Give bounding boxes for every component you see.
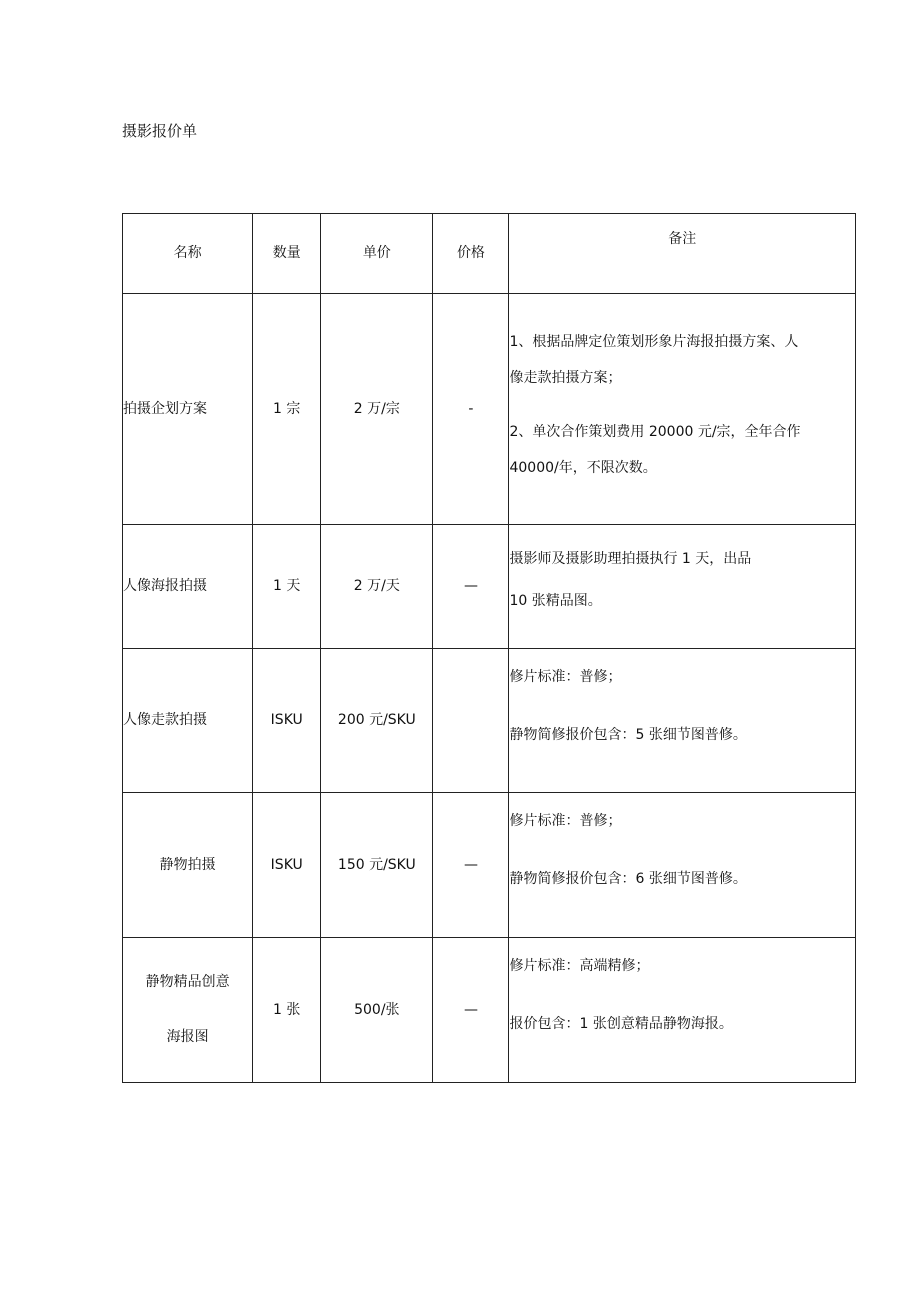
row-notes — [509, 525, 856, 649]
document-title: 摄影报价单 — [122, 122, 198, 140]
row-notes — [509, 793, 856, 938]
quote-table — [122, 213, 856, 1083]
row-name — [123, 938, 253, 1083]
header-qty: 数量 — [253, 214, 321, 294]
note-line: 修片标准：普修； — [509, 668, 622, 685]
note-line: 摄影师及摄影助理拍摄执行 1 天，出品 — [509, 550, 752, 567]
row-unit-price: 2 万/宗 — [321, 294, 433, 525]
row-price: - — [433, 294, 509, 525]
row-name: 人像海报拍摄 — [123, 525, 253, 649]
note-line: 修片标准：高端精修； — [509, 958, 650, 974]
row-notes — [509, 938, 856, 1083]
note-line: 静物简修报价包含：6 张细节图普修。 — [509, 871, 747, 887]
row-notes — [509, 649, 856, 793]
row-unit-price: 2 万/天 — [321, 525, 433, 649]
row-qty: 1 天 — [253, 525, 321, 649]
note-line: 1、根据品牌定位策划形象片海报拍摄方案、人 — [509, 334, 799, 350]
row-unit-price: 200 元/SKU — [321, 649, 433, 793]
table-row — [123, 294, 856, 525]
row-price: — — [433, 525, 509, 649]
row-price: — — [433, 938, 509, 1083]
row-qty: 1 宗 — [253, 294, 321, 525]
row-name: 拍摄企划方案 — [123, 294, 253, 525]
header-notes-label: 备注 — [668, 231, 697, 247]
table-row — [123, 938, 856, 1083]
note-line: 报价包含：1 张创意精品静物海报。 — [509, 1016, 733, 1032]
row-price — [433, 649, 509, 793]
row-qty: ISKU — [253, 649, 321, 793]
note-line: 10 张精品图。 — [509, 592, 602, 609]
note-line: 像走款拍摄方案； — [509, 370, 622, 386]
row-name-line: 静物精品创意 — [145, 974, 230, 990]
note-line: 静物简修报价包含：5 张细节图普修。 — [509, 726, 747, 743]
row-notes — [509, 294, 856, 525]
row-qty: 1 张 — [253, 938, 321, 1083]
row-unit-price: 150 元/SKU — [321, 793, 433, 938]
table-row — [123, 525, 856, 649]
row-price: — — [433, 793, 509, 938]
row-unit-price: 500/张 — [321, 938, 433, 1083]
header-name: 名称 — [123, 214, 253, 294]
row-name-line: 海报图 — [166, 1029, 209, 1045]
note-line: 2、单次合作策划费用 20000 元/宗，全年合作 — [509, 424, 801, 440]
row-name: 静物拍摄 — [123, 793, 253, 938]
note-line: 修片标准：普修； — [509, 813, 622, 829]
table-row — [123, 649, 856, 793]
table-header-row — [123, 214, 856, 294]
header-unit-price: 单价 — [321, 214, 433, 294]
header-notes — [509, 214, 856, 294]
note-line: 40000/年，不限次数。 — [509, 460, 657, 476]
row-qty: ISKU — [253, 793, 321, 938]
row-name: 人像走款拍摄 — [123, 649, 253, 793]
header-price: 价格 — [433, 214, 509, 294]
table-row — [123, 793, 856, 938]
